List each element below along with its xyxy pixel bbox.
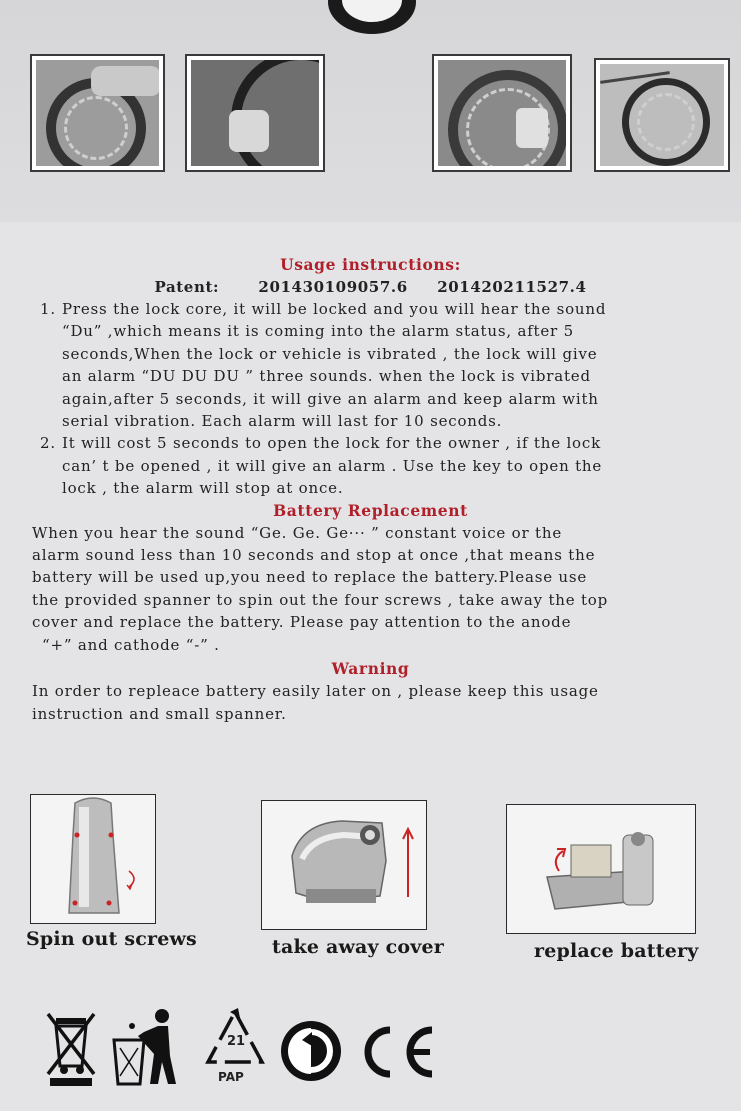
illustration-take-away-cover	[261, 800, 427, 930]
battery-title: Battery Replacement	[273, 500, 468, 520]
step-line: an alarm “DU DU DU ” three sounds. when the lock is vibrated	[62, 367, 591, 386]
tidyman-icon	[108, 1006, 182, 1086]
recycle-code: 21	[227, 1034, 246, 1049]
label-take-away-cover: take away cover	[272, 936, 444, 958]
lock-cover-icon	[262, 801, 426, 929]
warning-title: Warning	[331, 659, 410, 679]
photo-disc-lock-closeup	[185, 54, 325, 172]
lock-side-icon	[31, 795, 155, 923]
recycle-mark	[200, 1006, 270, 1092]
step-line: again,after 5 seconds, it will give an alarm and keep alarm with	[62, 389, 599, 408]
step-line: lock , the alarm will stop at once.	[62, 479, 344, 498]
step-number: 1.	[40, 300, 56, 318]
battery-line: cover and replace the battery. Please pay attention to the anode	[32, 613, 572, 632]
step-line: serial vibration. Each alarm will last for 10 seconds.	[62, 412, 503, 431]
usage-steps	[0, 298, 741, 500]
step-line: It will cost 5 seconds to open the lock for the owner , if the lock	[62, 434, 601, 453]
patent-label: Patent:	[154, 278, 220, 296]
illustration-replace-battery	[506, 804, 696, 934]
lock-battery-icon	[507, 805, 695, 933]
crossed-out-bin-icon	[44, 1008, 98, 1088]
patent-number-1: 201430109057.6	[258, 278, 408, 296]
compliance-symbols	[40, 1000, 460, 1100]
patent-number-2: 201420211527.4	[437, 278, 587, 296]
step-line: can’ t be opened , it will give an alarm . Use the key to open the	[62, 456, 603, 475]
green-dot-icon	[278, 1018, 344, 1084]
usage-step-2	[0, 432, 741, 499]
battery-line: the provided spanner to spin out the four screws , take away the top	[32, 590, 609, 609]
label-spin-out-screws: Spin out screws	[26, 928, 197, 950]
instructions-text	[0, 240, 741, 725]
battery-line: alarm sound less than 10 seconds and stop at once ,that means the	[32, 546, 596, 565]
step-number: 2.	[40, 434, 56, 453]
usage-step-1	[0, 298, 741, 432]
battery-line: battery will be used up,you need to replace the battery.Please use	[32, 568, 588, 587]
label-replace-battery: replace battery	[534, 940, 699, 962]
battery-line: “+” and cathode “-” .	[42, 635, 220, 654]
warning-paragraph	[0, 680, 741, 725]
photo-bicycle	[594, 58, 730, 172]
warning-line: instruction and small spanner.	[32, 704, 287, 723]
patent-line	[0, 276, 741, 298]
battery-paragraph	[0, 522, 741, 656]
usage-title: Usage instructions:	[280, 255, 461, 274]
photo-motorcycle-wheel	[30, 54, 165, 172]
photo-bicycle-lock	[432, 54, 572, 172]
illustration-spin-out-screws	[30, 794, 156, 924]
step-line: seconds,When the lock or vehicle is vibrated , the lock will give	[62, 344, 598, 363]
step-line: Press the lock core, it will be locked and you will hear the sound	[62, 300, 607, 318]
recycle-material: PAP	[218, 1070, 244, 1084]
battery-line: When you hear the sound “Ge. Ge. Ge··· ” constant voice or the	[32, 523, 563, 542]
warning-line: In order to repleace battery easily later on , please keep this usage	[32, 682, 599, 701]
step-line: “Du” ,which means it is coming into the alarm status, after 5	[62, 322, 574, 341]
ce-mark-icon	[354, 1022, 438, 1082]
